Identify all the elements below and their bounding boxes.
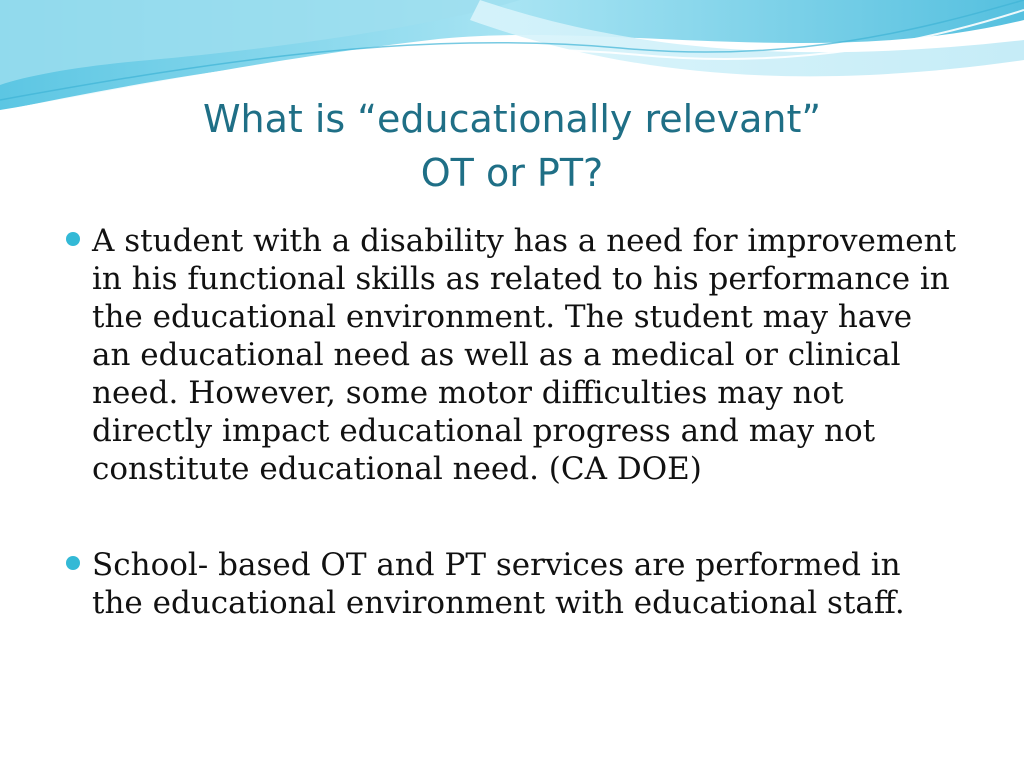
bullet-item <box>60 546 960 622</box>
slide-title-line2: OT or PT? <box>420 151 604 195</box>
bullet-list <box>60 222 960 622</box>
bullet-dot-icon <box>66 232 80 246</box>
slide-title <box>0 92 1024 200</box>
bullet-text: A student with a disability has a need for improvement in his functional skills as related to his performance in the educational environment. The student may have an educational need as well as a medical or clinical need. However, some motor difficulties may not directly impact educational progress and may not constitute educational need. (CA DOE) <box>92 223 957 487</box>
bullet-text: School- based OT and PT services are performed in the educational environment with educational staff. <box>92 547 905 621</box>
bullet-dot-icon <box>66 556 80 570</box>
bullet-item <box>60 222 960 488</box>
slide-title-line1: What is “educationally relevant” <box>202 97 822 141</box>
